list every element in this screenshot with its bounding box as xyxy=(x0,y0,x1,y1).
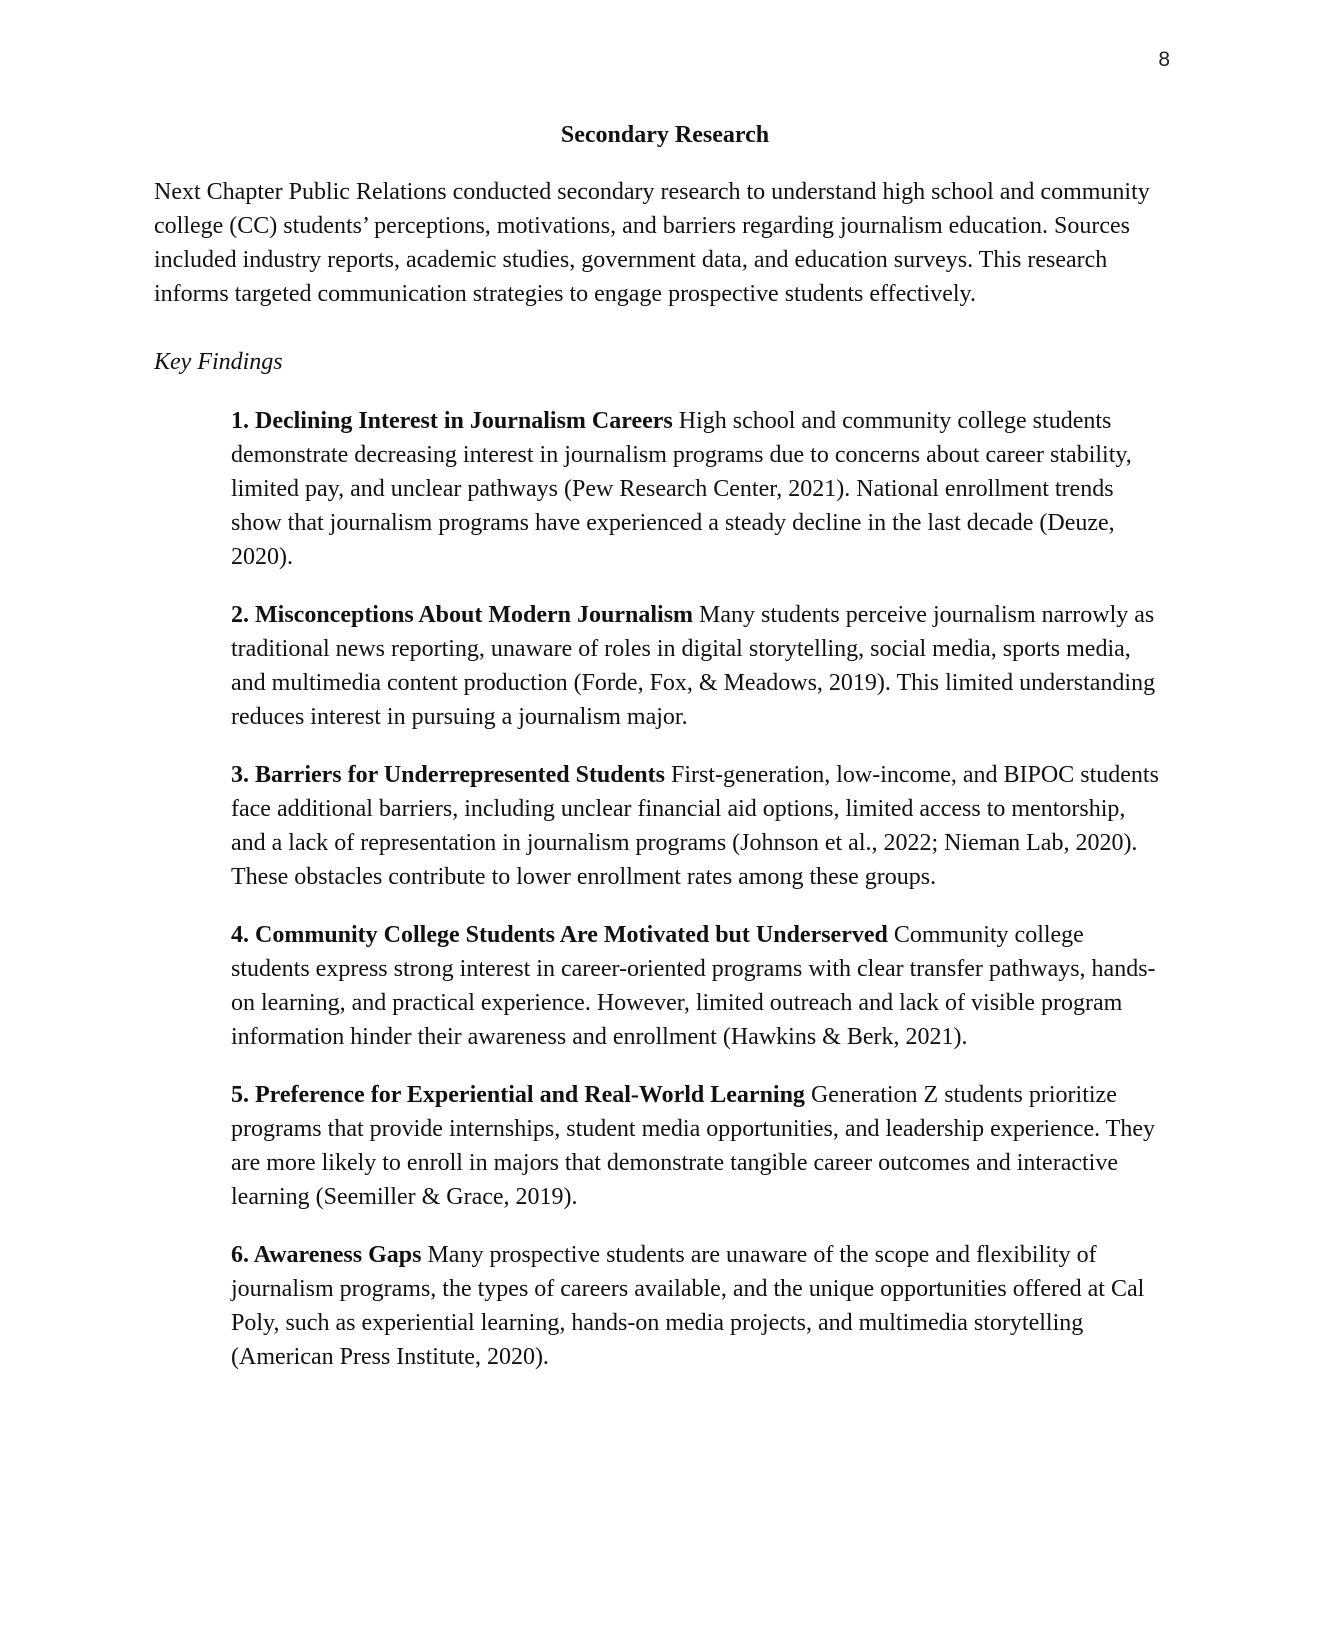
finding-item xyxy=(231,1238,1166,1374)
finding-body: High school and community college students demonstrate decreasing interest in journalism programs due to concerns about career stability, limited pay, and unclear pathways (Pew Research Center, 2021). National enrollment trends show that journalism programs have experienced a steady decline in the last decade (Deuze, 2020). xyxy=(231,408,1132,570)
finding-title: 4. Community College Students Are Motivated but Underserved xyxy=(231,922,888,948)
finding-item xyxy=(231,598,1166,734)
finding-body: First-generation, low-income, and BIPOC students face additional barriers, including unclear financial aid options, limited access to mentorship, and a lack of representation in journalism programs (Johnson et al., 2022; Nieman Lab, 2020). These obstacles contribute to lower enrollment rates among these groups. xyxy=(231,762,1159,890)
finding-body: Generation Z students prioritize programs that provide internships, student media opportunities, and leadership experience. They are more likely to enroll in majors that demonstrate tangible career outcomes and interactive learning (Seemiller & Grace, 2019). xyxy=(231,1082,1155,1210)
finding-title: 6. Awareness Gaps xyxy=(231,1242,422,1268)
finding-title: 5. Preference for Experiential and Real-World Learning xyxy=(231,1082,805,1108)
finding-title: 3. Barriers for Underrepresented Students xyxy=(231,762,665,788)
intro-paragraph: Next Chapter Public Relations conducted secondary research to understand high school and community college (CC) students’ perceptions, motivations, and barriers regarding journalism education. Sources included industry reports, academic studies, government data, and education surveys. This research informs targeted communication strategies to engage prospective students effectively. xyxy=(154,179,1150,307)
findings-list xyxy=(154,404,1166,1374)
section-heading: Secondary Research xyxy=(560,122,770,148)
finding-body: Many prospective students are unaware of the scope and flexibility of journalism programs, the types of careers available, and the unique opportunities offered at Cal Poly, such as experiential learning, hands-on media projects, and multimedia storytelling (American Press Institute, 2020). xyxy=(231,1242,1145,1370)
finding-body: Community college students express strong interest in career-oriented programs with clear transfer pathways, hands-on learning, and practical experience. However, limited outreach and lack of visible program information hinder their awareness and enrollment (Hawkins & Berk, 2021). xyxy=(231,922,1156,1050)
finding-title: 1. Declining Interest in Journalism Careers xyxy=(231,408,673,434)
document-body xyxy=(154,122,1166,1398)
finding-item xyxy=(231,918,1166,1054)
finding-item xyxy=(231,1078,1166,1214)
finding-item xyxy=(231,758,1166,894)
key-findings-subheading: Key Findings xyxy=(154,349,283,375)
finding-body: Many students perceive journalism narrowly as traditional news reporting, unaware of roles in digital storytelling, social media, sports media, and multimedia content production (Forde, Fox, & Meadows, 2019). This limited understanding reduces interest in pursuing a journalism major. xyxy=(231,602,1156,730)
finding-title: 2. Misconceptions About Modern Journalism xyxy=(231,602,694,628)
page-number: 8 xyxy=(1158,48,1170,71)
finding-item xyxy=(231,404,1166,574)
